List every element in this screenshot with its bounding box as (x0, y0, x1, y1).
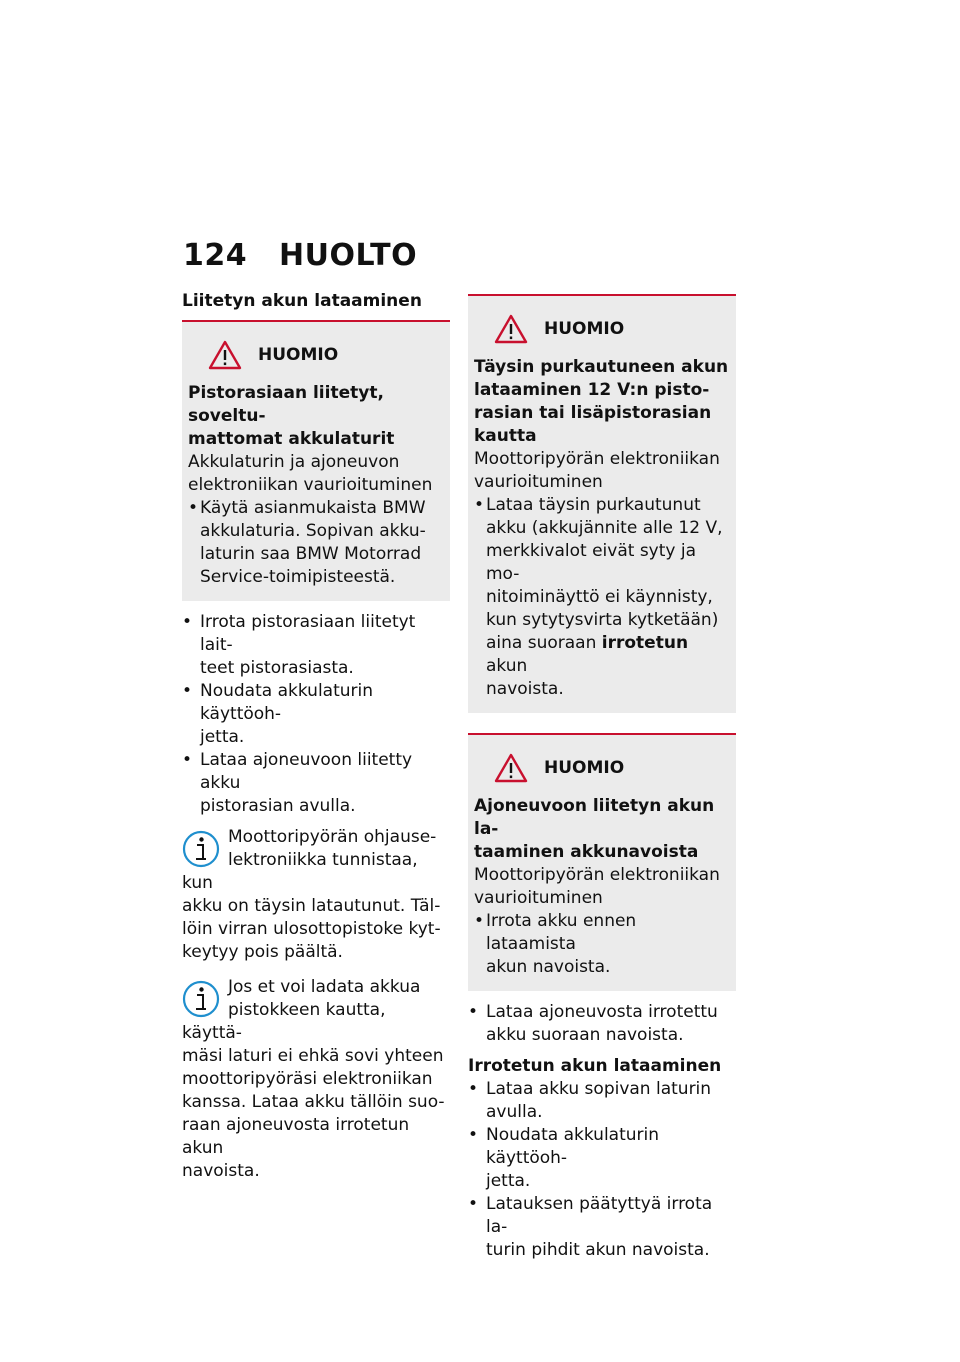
info-icon (182, 828, 220, 870)
warning-subtitle (188, 382, 444, 451)
text-line: Ajoneuvoon liitetyn akun la- (474, 796, 715, 839)
text-line: elektroniikan vaurioituminen (188, 475, 433, 495)
warning-box (182, 320, 450, 601)
text-line: rasian tai lisäpistorasian (474, 403, 712, 423)
text-line: Jos et voi ladata akkua (228, 977, 421, 997)
text-line: akku suoraan navoista. (486, 1025, 684, 1045)
text-line: akkulaturia. Sopivan akku- (200, 521, 426, 541)
text-line: kautta (474, 426, 537, 446)
section-title: HUOLTO (279, 238, 418, 273)
text-line: taaminen akkunavoista (474, 842, 699, 862)
page-header (183, 238, 417, 273)
text-line: vaurioituminen (474, 472, 603, 492)
warning-description (474, 448, 730, 494)
text-line: navoista. (182, 1161, 260, 1181)
text-line: • Lataa akku sopivan laturin (486, 1079, 712, 1099)
info-note (182, 826, 450, 964)
list-item (182, 749, 450, 818)
right-column (468, 294, 736, 1262)
text-line: jetta. (200, 727, 245, 747)
section-heading: Irrotetun akun lataaminen (468, 1056, 722, 1076)
warning-box (468, 294, 736, 713)
text-line: vaurioituminen (474, 888, 603, 908)
warning-triangle-icon (494, 314, 528, 344)
text-line: • Latauksen päätyttyä irrota la- (486, 1194, 713, 1237)
list-item (182, 680, 450, 749)
warning-header (208, 340, 444, 370)
text-line: Pistorasiaan liitetyt, soveltu- (188, 383, 384, 426)
warning-header (494, 314, 730, 344)
text-line: • Noudata akkulaturin käyttöoh- (200, 681, 374, 724)
text-span: aina suoraan (486, 633, 602, 653)
warning-subtitle (474, 356, 730, 448)
text-line: teet pistorasiasta. (200, 658, 354, 678)
info-note (182, 976, 450, 1183)
text-line: mäsi laturi ei ehkä sovi yhteen (182, 1046, 444, 1066)
text-line: • Käytä asianmukaista BMW (200, 498, 426, 518)
text-line: Moottoripyörän elektroniikan (474, 449, 720, 469)
text-line: akku (akkujännite alle 12 V, (486, 518, 723, 538)
text-line (486, 632, 730, 678)
page-number: 124 (183, 238, 248, 273)
text-line: raan ajoneuvosta irrotetun akun (182, 1115, 410, 1158)
text-line: keytyy pois päältä. (182, 942, 343, 962)
text-line: Akkulaturin ja ajoneuvon (188, 452, 400, 472)
warning-bullet (474, 910, 730, 979)
warning-description (188, 451, 444, 497)
text-line: jetta. (486, 1171, 531, 1191)
text-line: • Lataa täysin purkautunut (486, 495, 701, 515)
info-icon (182, 978, 220, 1020)
warning-header (494, 753, 730, 783)
warning-box (468, 733, 736, 991)
warning-description (474, 864, 730, 910)
text-line: Moottoripyörän ohjause- (228, 827, 437, 847)
emphasis-text: irrotetun (601, 633, 689, 653)
text-line: Täysin purkautuneen akun (474, 357, 729, 377)
text-line: löin virran ulosottopistoke kyt- (182, 919, 441, 939)
text-line: moottoripyöräsi elektroniikan (182, 1069, 433, 1089)
warning-bullet (474, 494, 730, 701)
warning-label: HUOMIO (544, 758, 625, 778)
text-line: lektroniikka tunnistaa, kun (182, 850, 418, 893)
text-line: turin pihdit akun navoista. (486, 1240, 710, 1260)
text-line: • Irrota pistorasiaan liitetyt lait- (200, 612, 416, 655)
list-item (468, 1001, 736, 1047)
text-line: nitoiminäyttö ei käynnisty, (486, 587, 713, 607)
warning-triangle-icon (494, 753, 528, 783)
section-heading: Liitetyn akun lataaminen (182, 291, 422, 311)
warning-bullet (188, 497, 444, 589)
text-line: merkkivalot eivät syty ja mo- (486, 541, 697, 584)
text-line: • Lataa ajoneuvoon liitetty akku (200, 750, 413, 793)
text-line: pistokkeen kautta, käyttä- (182, 1000, 386, 1043)
text-span: akun (486, 656, 528, 676)
warning-label: HUOMIO (258, 345, 339, 365)
text-line: • Noudata akkulaturin käyttöoh- (486, 1125, 660, 1168)
list-item (182, 611, 450, 680)
list-item (468, 1193, 736, 1262)
text-line: lataaminen 12 V:n pisto- (474, 380, 710, 400)
text-line: kun sytytysvirta kytketään) (486, 610, 719, 630)
warning-subtitle (474, 795, 730, 864)
list-item (468, 1078, 736, 1124)
list-item (468, 1124, 736, 1193)
left-column (182, 290, 450, 1189)
text-line: Moottoripyörän elektroniikan (474, 865, 720, 885)
text-line: kanssa. Lataa akku tällöin suo- (182, 1092, 445, 1112)
text-line: laturin saa BMW Motorrad (200, 544, 422, 564)
text-line: avulla. (486, 1102, 543, 1122)
warning-label: HUOMIO (544, 319, 625, 339)
text-line: Service-toimipisteestä. (200, 567, 396, 587)
text-line: navoista. (486, 679, 564, 699)
text-line: pistorasian avulla. (200, 796, 356, 816)
text-line: akku on täysin latautunut. Täl- (182, 896, 441, 916)
text-line: akun navoista. (486, 957, 611, 977)
text-line: • Irrota akku ennen lataamista (486, 911, 637, 954)
text-line: • Lataa ajoneuvosta irrotettu (486, 1002, 718, 1022)
text-line: mattomat akkulaturit (188, 429, 395, 449)
warning-triangle-icon (208, 340, 242, 370)
